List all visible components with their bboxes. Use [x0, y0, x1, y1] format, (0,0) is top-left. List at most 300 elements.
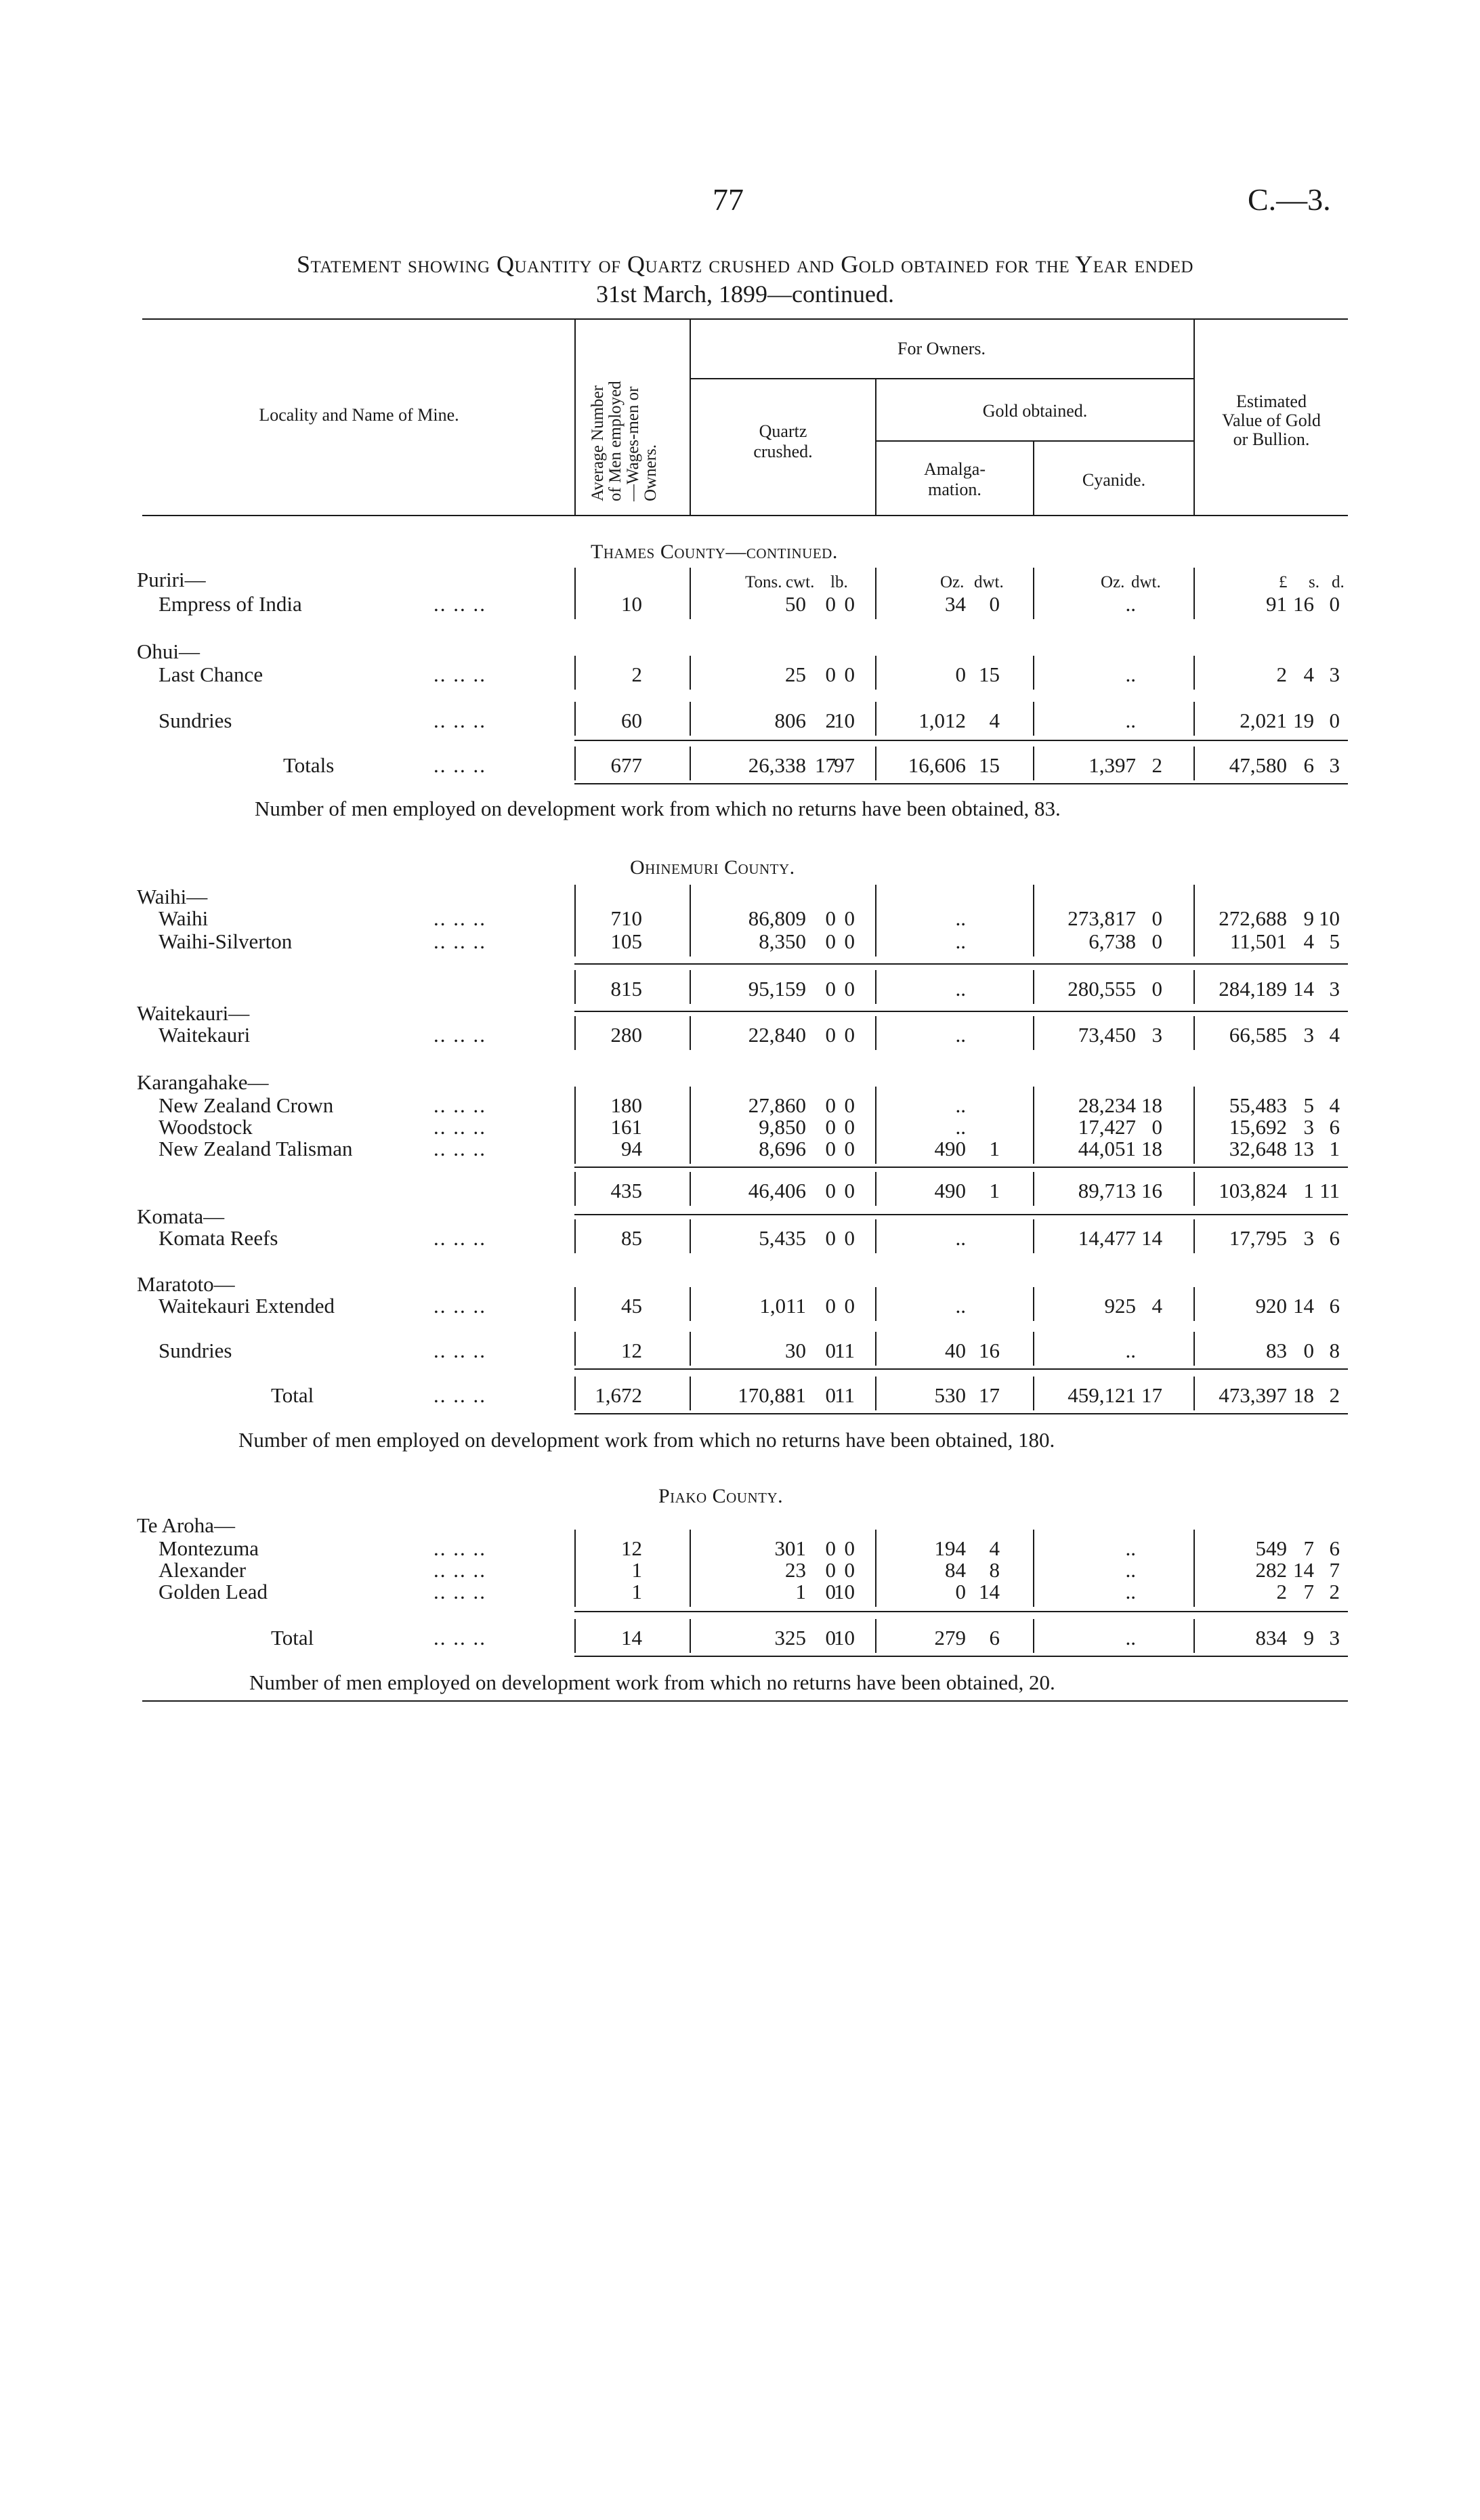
mine-name: Waihi [158, 906, 209, 930]
thames-row-3-col-rule-3 [875, 747, 876, 780]
ohinemuri-row-8-col-rule-2 [690, 1219, 691, 1253]
cell-d: 3 [1329, 977, 1340, 1001]
cell-men: 85 [621, 1226, 642, 1250]
cell-amal-oz: 0 [955, 663, 966, 686]
statement-title-line2: 31st March, 1899—continued. [596, 280, 894, 308]
cell-cyan-oz: 89,713 [1078, 1179, 1136, 1202]
cell-lb: 0 [844, 1226, 855, 1250]
cell-lb: 11 [834, 1383, 855, 1407]
cell-cyan-oz: .. [1125, 1626, 1136, 1650]
cell-d: 11 [1319, 1179, 1340, 1202]
cell-cwt: 0 [825, 1626, 836, 1650]
ohinemuri-row-2-col-rule-3 [875, 970, 876, 1004]
thames-row-1-col-rule-5 [1193, 656, 1195, 690]
cell-pounds: 834 [1255, 1626, 1287, 1650]
cell-amal-dwt: 1 [989, 1179, 1000, 1202]
cell-tons: 30 [785, 1339, 806, 1362]
cell-amal-oz: .. [955, 1093, 966, 1117]
thames-row-3-col-rule-4 [1033, 747, 1034, 780]
cell-men: 710 [610, 906, 642, 930]
ohinemuri-row-10-col-rule-5 [1193, 1332, 1195, 1366]
ohinemuri-row-9-col-rule-4 [1033, 1287, 1034, 1321]
page-number: 77 [713, 182, 744, 217]
cell-lb: 10 [834, 709, 855, 732]
mine-name: Woodstock [158, 1115, 253, 1139]
cell-amal-oz: 34 [945, 592, 966, 616]
leader-dots: .. .. .. [434, 1137, 486, 1160]
cell-d: 5 [1329, 929, 1340, 953]
cell-lb: 0 [844, 663, 855, 686]
cell-s: 1 [1303, 1179, 1314, 1202]
cell-cyan-oz: 925 [1104, 1294, 1136, 1318]
cell-s: 4 [1303, 663, 1314, 686]
ohinemuri-row-9-col-rule-5 [1193, 1287, 1195, 1321]
thames-row-1-col-rule-1 [574, 656, 576, 690]
cell-d: 6 [1329, 1536, 1340, 1560]
cell-men: 1,672 [595, 1383, 642, 1407]
ohinemuri-subtotal-rule-2 [574, 1167, 1348, 1168]
cell-cyan-dwt: 14 [1141, 1226, 1162, 1250]
ohinemuri-row-1-col-rule-2 [690, 923, 691, 957]
mine-name: Sundries [158, 709, 232, 732]
cell-men: 815 [610, 977, 642, 1001]
cell-d: 3 [1329, 753, 1340, 777]
header-locality: Locality and Name of Mine. [259, 405, 459, 425]
thames-row-3-col-rule-2 [690, 747, 691, 780]
cell-cwt: 0 [825, 1023, 836, 1047]
mine-name: Total [271, 1383, 314, 1407]
cell-lb: 11 [834, 1339, 855, 1362]
cell-amal-oz: 16,606 [908, 753, 966, 777]
statement-title-line1: Statement showing Quantity of Quartz crushed and Gold obtained for the Year ended [297, 251, 1193, 278]
cell-cyan-dwt: 0 [1151, 929, 1162, 953]
cell-lb: 0 [844, 1137, 855, 1160]
cell-amal-dwt: 0 [989, 592, 1000, 616]
group-label: Waihi— [137, 885, 208, 908]
mine-name: Alexander [158, 1558, 247, 1582]
cell-amal-oz: 490 [934, 1137, 966, 1160]
header-value-line1: Estimated [1236, 392, 1307, 411]
ohinemuri-total-rule [574, 1368, 1348, 1370]
leader-dots: .. .. .. [434, 1580, 486, 1603]
cell-cwt: 0 [825, 1536, 836, 1560]
cell-tons: 95,159 [748, 977, 806, 1001]
header-for-owners: For Owners. [897, 339, 986, 358]
cell-amal-dwt: 14 [979, 1580, 1000, 1603]
cell-pounds: 284,189 [1219, 977, 1287, 1001]
cell-lb: 0 [844, 906, 855, 930]
cell-pounds: 32,648 [1229, 1137, 1287, 1160]
cell-amal-oz: 1,012 [918, 709, 966, 732]
cell-lb: 0 [844, 1558, 855, 1582]
cell-cyan-oz: 459,121 [1067, 1383, 1136, 1407]
ohinemuri-row-11-col-rule-2 [690, 1377, 691, 1410]
cell-amal-dwt: 4 [989, 1536, 1000, 1560]
mine-name: Waitekauri Extended [158, 1294, 335, 1318]
cell-men: 180 [610, 1093, 642, 1117]
cell-cyan-oz: .. [1125, 592, 1136, 616]
cell-s: 14 [1293, 1294, 1314, 1318]
ohinemuri-row-6-col-rule-3 [875, 1130, 876, 1164]
cell-pounds: 91 [1266, 592, 1287, 616]
leader-dots: .. .. .. [434, 1626, 486, 1650]
cell-men: 94 [621, 1137, 642, 1160]
ohinemuri-row-1-col-rule-1 [574, 923, 576, 957]
ohinemuri-row-3-col-rule-3 [875, 1016, 876, 1050]
ohinemuri-row-3-col-rule-4 [1033, 1016, 1034, 1050]
cell-cyan-oz: 6,738 [1088, 929, 1136, 953]
ohinemuri-row-6-col-rule-5 [1193, 1130, 1195, 1164]
cell-amal-oz: .. [955, 977, 966, 1001]
cell-s: 6 [1303, 753, 1314, 777]
cell-men: 12 [621, 1536, 642, 1560]
gold-obtained-rule [875, 440, 1193, 442]
leader-dots: .. .. .. [434, 663, 486, 686]
cell-cwt: 0 [825, 1294, 836, 1318]
cell-d: 2 [1329, 1383, 1340, 1407]
cell-amal-oz: .. [955, 1115, 966, 1139]
leader-dots: .. .. .. [434, 1023, 486, 1047]
cell-cwt: 0 [825, 1383, 836, 1407]
cell-cyan-oz: 280,555 [1067, 977, 1136, 1001]
ohinemuri-row-7-col-rule-3 [875, 1172, 876, 1206]
cell-lb: 0 [844, 929, 855, 953]
cell-pounds: 920 [1255, 1294, 1287, 1318]
cell-tons: 806 [774, 709, 806, 732]
cell-tons: 26,338 [748, 753, 806, 777]
cell-lb: 0 [844, 1179, 855, 1202]
page-reference: C.—3. [1248, 182, 1331, 217]
thames-row-0-col-rule-2 [690, 585, 691, 619]
ohinemuri-row-1-col-rule-3 [875, 923, 876, 957]
cell-d: 6 [1329, 1115, 1340, 1139]
ohinemuri-row-3-col-rule-1 [574, 1016, 576, 1050]
leader-dots: .. .. .. [434, 1536, 486, 1560]
ohinemuri-row-11-col-rule-3 [875, 1377, 876, 1410]
group-label: Komata— [137, 1204, 225, 1228]
cell-cwt: 0 [825, 1179, 836, 1202]
cell-s: 9 [1303, 906, 1314, 930]
cell-pounds: 282 [1255, 1558, 1287, 1582]
cell-cwt: 0 [825, 1226, 836, 1250]
cell-s: 3 [1303, 1226, 1314, 1250]
cell-amal-oz: 84 [945, 1558, 966, 1582]
cell-cwt: 2 [825, 709, 836, 732]
cell-d: 4 [1329, 1023, 1340, 1047]
cell-amal-oz: 490 [934, 1179, 966, 1202]
cell-cyan-dwt: 2 [1151, 753, 1162, 777]
ohinemuri-row-9-col-rule-1 [574, 1287, 576, 1321]
unit-label-dwt: dwt. [974, 573, 1004, 591]
leader-dots: .. .. .. [434, 1093, 486, 1117]
cell-amal-dwt: 16 [979, 1339, 1000, 1362]
leader-dots: .. .. .. [434, 929, 486, 953]
cell-s: 3 [1303, 1023, 1314, 1047]
leader-dots: .. .. .. [434, 1383, 486, 1407]
cell-cyan-dwt: 17 [1141, 1383, 1162, 1407]
ohinemuri-row-9-col-rule-3 [875, 1287, 876, 1321]
mine-name: Golden Lead [158, 1580, 268, 1603]
leader-dots: .. .. .. [434, 1115, 486, 1139]
cell-tons: 170,881 [738, 1383, 806, 1407]
cell-cyan-dwt: 0 [1151, 1115, 1162, 1139]
unit-label-s: s. [1309, 573, 1319, 591]
cell-pounds: 2,021 [1240, 709, 1287, 732]
cell-cwt: 0 [825, 1580, 836, 1603]
cell-lb: 0 [844, 1023, 855, 1047]
cell-tons: 50 [785, 592, 806, 616]
header-amalgamation-line2: mation. [928, 480, 981, 499]
header-amalgamation-line1: Amalga- [924, 459, 986, 479]
page-bottom-rule [142, 1700, 1348, 1702]
leader-dots: .. .. .. [434, 709, 486, 732]
ohinemuri-subtotal-rule-1 [574, 963, 1348, 965]
cell-cwt: 0 [825, 1558, 836, 1582]
mine-name: Last Chance [158, 663, 263, 686]
section-note-ohinemuri: Number of men employed on development work from which no returns have been obtained, 180. [238, 1428, 1055, 1452]
cell-cyan-oz: 28,234 [1078, 1093, 1136, 1117]
mine-name: Totals [283, 753, 335, 777]
cell-pounds: 11,501 [1229, 929, 1287, 953]
cell-tons: 25 [785, 663, 806, 686]
header-quartz-line2: crushed. [753, 442, 813, 461]
header-divider-1 [574, 318, 576, 515]
cell-cwt: 0 [825, 1093, 836, 1117]
cell-s: 0 [1303, 1339, 1314, 1362]
ohinemuri-row-10-col-rule-2 [690, 1332, 691, 1366]
cell-cyan-dwt: 0 [1151, 906, 1162, 930]
cell-lb: 0 [844, 1536, 855, 1560]
cell-men: 1 [631, 1580, 642, 1603]
cell-cyan-oz: 73,450 [1078, 1023, 1136, 1047]
piako-row-3-col-rule-5 [1193, 1619, 1195, 1653]
ohinemuri-row-11-col-rule-4 [1033, 1377, 1034, 1410]
thames-row-1-col-rule-2 [690, 656, 691, 690]
ohinemuri-row-7-col-rule-2 [690, 1172, 691, 1206]
unit-label-lb: lb. [830, 573, 848, 591]
ohinemuri-row-2-col-rule-1 [574, 970, 576, 1004]
cell-cwt: 0 [825, 929, 836, 953]
group-label: Te Aroha— [137, 1513, 236, 1537]
cell-men: 161 [610, 1115, 642, 1139]
ohinemuri-waitekauri-rule [574, 1011, 1348, 1012]
header-bottom-rule [142, 515, 1348, 516]
cell-cyan-oz: 14,477 [1078, 1226, 1136, 1250]
cell-lb: 97 [834, 753, 855, 777]
cell-amal-dwt: 15 [979, 663, 1000, 686]
cell-cyan-dwt: 3 [1151, 1023, 1162, 1047]
cell-pounds: 2 [1276, 663, 1287, 686]
unit-label-tons: Tons. [745, 573, 782, 591]
cell-lb: 10 [834, 1626, 855, 1650]
ohinemuri-row-7-col-rule-1 [574, 1172, 576, 1206]
cell-lb: 0 [844, 1115, 855, 1139]
cell-men: 2 [631, 663, 642, 686]
cell-d: 1 [1329, 1137, 1340, 1160]
mine-name: Empress of India [158, 592, 302, 616]
cell-amal-dwt: 4 [989, 709, 1000, 732]
mine-name: Sundries [158, 1339, 232, 1362]
cell-cyan-dwt: 16 [1141, 1179, 1162, 1202]
thames-row-2-col-rule-4 [1033, 702, 1034, 736]
mine-name: Total [271, 1626, 314, 1650]
mine-name: Komata Reefs [158, 1226, 278, 1250]
cell-men: 435 [610, 1179, 642, 1202]
cell-cyan-dwt: 18 [1141, 1137, 1162, 1160]
cell-d: 2 [1329, 1580, 1340, 1603]
cell-amal-dwt: 1 [989, 1137, 1000, 1160]
ohinemuri-row-8-col-rule-3 [875, 1219, 876, 1253]
cell-d: 3 [1329, 663, 1340, 686]
ohinemuri-total-underline [574, 1413, 1348, 1414]
cell-tons: 23 [785, 1558, 806, 1582]
cell-pounds: 15,692 [1229, 1115, 1287, 1139]
section-heading-piako: Piako County. [658, 1485, 784, 1507]
cell-cyan-oz: .. [1125, 663, 1136, 686]
ohinemuri-row-8-col-rule-1 [574, 1219, 576, 1253]
cell-pounds: 55,483 [1229, 1093, 1287, 1117]
piako-row-3-col-rule-2 [690, 1619, 691, 1653]
header-gold-obtained: Gold obtained. [982, 401, 1088, 421]
unit-label-pound: £ [1279, 573, 1288, 591]
ohinemuri-row-10-col-rule-4 [1033, 1332, 1034, 1366]
ohinemuri-row-10-col-rule-1 [574, 1332, 576, 1366]
cell-amal-dwt: 15 [979, 753, 1000, 777]
cell-men: 1 [631, 1558, 642, 1582]
ohinemuri-row-11-col-rule-1 [574, 1377, 576, 1410]
cell-cyan-oz: 44,051 [1078, 1137, 1136, 1160]
cell-s: 19 [1293, 709, 1314, 732]
piako-row-2-col-rule-4 [1033, 1573, 1034, 1607]
cell-amal-oz: 40 [945, 1339, 966, 1362]
unit-label-oz: Oz. [940, 573, 965, 591]
cell-men: 14 [621, 1626, 642, 1650]
cell-s: 5 [1303, 1093, 1314, 1117]
cell-cyan-oz: .. [1125, 1339, 1136, 1362]
cell-cwt: 0 [825, 1137, 836, 1160]
section-heading-thames: Thames County—continued. [591, 541, 838, 563]
cell-men: 12 [621, 1339, 642, 1362]
cell-lb: 10 [834, 1580, 855, 1603]
cell-cwt: 0 [825, 1115, 836, 1139]
cell-cyan-oz: .. [1125, 1536, 1136, 1560]
header-men-line1: Average Number [589, 385, 607, 501]
header-value-line3: or Bullion. [1233, 429, 1310, 449]
leader-dots: .. .. .. [434, 1558, 486, 1582]
leader-dots: .. .. .. [434, 592, 486, 616]
ohinemuri-row-2-col-rule-5 [1193, 970, 1195, 1004]
cell-pounds: 549 [1255, 1536, 1287, 1560]
piako-row-2-col-rule-1 [574, 1573, 576, 1607]
cell-s: 13 [1293, 1137, 1314, 1160]
cell-tons: 8,350 [759, 929, 806, 953]
cell-s: 14 [1293, 1558, 1314, 1582]
cell-d: 6 [1329, 1294, 1340, 1318]
cell-amal-dwt: 8 [989, 1558, 1000, 1582]
cell-tons: 86,809 [748, 906, 806, 930]
leader-dots: .. .. .. [434, 753, 486, 777]
ohinemuri-row-10-col-rule-3 [875, 1332, 876, 1366]
cell-d: 3 [1329, 1626, 1340, 1650]
cell-amal-oz: .. [955, 1226, 966, 1250]
ohinemuri-row-2-col-rule-2 [690, 970, 691, 1004]
thames-row-0-col-rule-1 [574, 585, 576, 619]
cell-cwt: 0 [825, 906, 836, 930]
cell-lb: 0 [844, 592, 855, 616]
thames-row-2-col-rule-5 [1193, 702, 1195, 736]
thames-row-3-col-rule-1 [574, 747, 576, 780]
cell-d: 10 [1319, 906, 1340, 930]
cell-pounds: 473,397 [1219, 1383, 1287, 1407]
cell-tons: 8,696 [759, 1137, 806, 1160]
thames-row-0-col-rule-4 [1033, 585, 1034, 619]
thames-row-2-col-rule-3 [875, 702, 876, 736]
cell-amal-dwt: 17 [979, 1383, 1000, 1407]
cell-pounds: 272,688 [1219, 906, 1287, 930]
cell-cwt: 0 [825, 977, 836, 1001]
ohinemuri-row-8-col-rule-5 [1193, 1219, 1195, 1253]
cell-men: 60 [621, 709, 642, 732]
cell-amal-oz: 0 [955, 1580, 966, 1603]
thames-row-2-col-rule-2 [690, 702, 691, 736]
header-quartz-line1: Quartz [759, 421, 807, 441]
cell-s: 18 [1293, 1383, 1314, 1407]
group-label: Maratoto— [137, 1272, 235, 1296]
cell-cwt: 0 [825, 592, 836, 616]
cell-tons: 46,406 [748, 1179, 806, 1202]
cell-s: 7 [1303, 1580, 1314, 1603]
cell-amal-oz: .. [955, 1294, 966, 1318]
cell-lb: 0 [844, 977, 855, 1001]
mine-name: Waitekauri [158, 1023, 251, 1047]
cell-cyan-oz: .. [1125, 1580, 1136, 1603]
cell-d: 0 [1329, 709, 1340, 732]
cell-d: 8 [1329, 1339, 1340, 1362]
ohinemuri-row-8-col-rule-4 [1033, 1219, 1034, 1253]
cell-men: 45 [621, 1294, 642, 1318]
ohinemuri-row-9-col-rule-2 [690, 1287, 691, 1321]
cell-lb: 0 [844, 1294, 855, 1318]
cell-amal-oz: 530 [934, 1383, 966, 1407]
piako-total-underline [574, 1656, 1348, 1657]
ohinemuri-row-3-col-rule-5 [1193, 1016, 1195, 1050]
section-heading-ohinemuri: Ohinemuri County. [630, 856, 795, 879]
piako-row-2-col-rule-3 [875, 1573, 876, 1607]
cell-tons: 1,011 [759, 1294, 806, 1318]
cell-amal-oz: 194 [934, 1536, 966, 1560]
mine-name: New Zealand Talisman [158, 1137, 353, 1160]
cell-men: 10 [621, 592, 642, 616]
cell-amal-oz: .. [955, 929, 966, 953]
cell-lb: 0 [844, 1093, 855, 1117]
cell-s: 14 [1293, 977, 1314, 1001]
thames-row-3-col-rule-5 [1193, 747, 1195, 780]
thames-row-1-col-rule-4 [1033, 656, 1034, 690]
section-note-piako: Number of men employed on development work from which no returns have been obtained, 20. [249, 1671, 1055, 1694]
piako-row-3-col-rule-3 [875, 1619, 876, 1653]
ohinemuri-row-7-col-rule-5 [1193, 1172, 1195, 1206]
cell-cwt: 0 [825, 663, 836, 686]
leader-dots: .. .. .. [434, 906, 486, 930]
unit-label-dwt: dwt. [1131, 573, 1161, 591]
thames-row-1-col-rule-3 [875, 656, 876, 690]
ohinemuri-row-6-col-rule-2 [690, 1130, 691, 1164]
cell-men: 677 [610, 753, 642, 777]
cell-amal-dwt: 6 [989, 1626, 1000, 1650]
cell-s: 9 [1303, 1626, 1314, 1650]
ohinemuri-row-11-col-rule-5 [1193, 1377, 1195, 1410]
header-cyanide: Cyanide. [1082, 470, 1146, 490]
